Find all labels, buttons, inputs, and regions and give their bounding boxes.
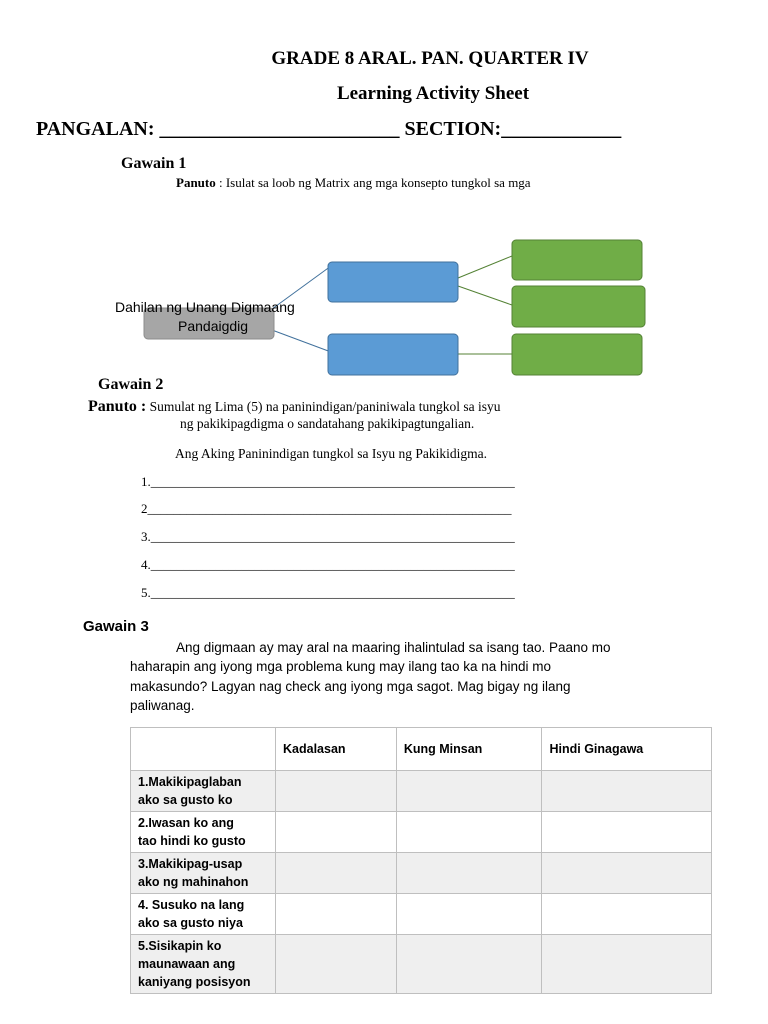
gawain3-heading: Gawain 3	[83, 618, 149, 635]
gawain3-para-line3: makasundo? Lagyan nag check ang iyong mga sagot. Mag bigay ng ilang	[130, 679, 571, 694]
middle-box-bottom[interactable]	[328, 334, 458, 375]
gawain2-heading: Gawain 2	[98, 376, 164, 393]
table-row	[131, 812, 712, 853]
check-cell-kadalasan[interactable]	[276, 935, 397, 994]
check-cell-hindi-ginagawa[interactable]	[542, 812, 712, 853]
gawain2-subheading: Ang Aking Paninindigan tungkol sa Isyu ng Pakikidigma.	[175, 446, 487, 461]
page-subtitle: Learning Activity Sheet	[336, 83, 530, 104]
header-hindi-ginagawa: Hindi Ginagawa	[542, 728, 712, 771]
check-cell-kung-minsan[interactable]	[396, 935, 542, 994]
name-section-line[interactable]: PANGALAN: ________________________ SECTION:____________	[36, 118, 622, 140]
row-label: 3.Makikipag-usap ako ng mahinahon	[131, 853, 276, 894]
check-cell-kung-minsan[interactable]	[396, 771, 542, 812]
gawain2-instructions	[88, 398, 501, 416]
row-label: 5.Sisikapin ko maunawaan ang kaniyang posisyon	[131, 935, 276, 994]
row-label: 2.Iwasan ko ang tao hindi ko gusto	[131, 812, 276, 853]
row-label: 1.Makikipaglaban ako sa gusto ko	[131, 771, 276, 812]
check-cell-kung-minsan[interactable]	[396, 894, 542, 935]
row-label: 4. Susuko na lang ako sa gusto niya	[131, 894, 276, 935]
behavior-matrix	[130, 727, 712, 994]
connector-top-leaf1	[458, 256, 512, 278]
check-cell-kadalasan[interactable]	[276, 894, 397, 935]
leaf-box-3[interactable]	[512, 334, 642, 375]
table-row	[131, 771, 712, 812]
answer-line-3[interactable]: 3.________________________________________________________	[141, 529, 515, 544]
gawain2-panuto-line1: Sumulat ng Lima (5) na paninindigan/paniniwala tungkol sa isyu	[146, 399, 501, 414]
check-cell-hindi-ginagawa[interactable]	[542, 935, 712, 994]
table-row	[131, 935, 712, 994]
connector-root-bottom	[272, 330, 331, 352]
answer-line-5[interactable]: 5.________________________________________________________	[141, 585, 515, 600]
header-kadalasan: Kadalasan	[276, 728, 397, 771]
page-title: GRADE 8 ARAL. PAN. QUARTER IV	[271, 48, 589, 69]
check-cell-hindi-ginagawa[interactable]	[542, 894, 712, 935]
gawain2-panuto-line2: ng pakikipagdigma o sandatahang pakikipagtungalian.	[180, 416, 475, 431]
leaf-box-1[interactable]	[512, 240, 642, 280]
header-kung-minsan: Kung Minsan	[396, 728, 542, 771]
check-cell-hindi-ginagawa[interactable]	[542, 853, 712, 894]
answer-line-2[interactable]: 2________________________________________________________	[141, 501, 512, 516]
check-cell-kadalasan[interactable]	[276, 853, 397, 894]
root-label-line2: Pandaigdig	[178, 318, 249, 334]
gawain1-heading: Gawain 1	[121, 155, 187, 172]
check-cell-kung-minsan[interactable]	[396, 812, 542, 853]
gawain2-panuto-label: Panuto :	[88, 398, 147, 415]
answer-line-1[interactable]: 1.________________________________________________________	[141, 474, 515, 489]
check-cell-kung-minsan[interactable]	[396, 853, 542, 894]
check-cell-kadalasan[interactable]	[276, 812, 397, 853]
gawain3-para-line1: Ang digmaan ay may aral na maaring ihalintulad sa isang tao. Paano mo	[176, 640, 611, 655]
gawain3-para-line2: haharapin ang iyong mga problema kung may ilang tao ka na hindi mo	[130, 659, 552, 674]
middle-box-top[interactable]	[328, 262, 458, 302]
check-cell-hindi-ginagawa[interactable]	[542, 771, 712, 812]
table-row	[131, 853, 712, 894]
leaf-box-2[interactable]	[512, 286, 645, 327]
connector-top-leaf2	[458, 286, 512, 305]
gawain3-para-line4: paliwanag.	[130, 698, 195, 713]
gawain1-panuto-text: : Isulat sa loob ng Matrix ang mga konsepto tungkol sa mga	[215, 175, 531, 190]
answer-line-4[interactable]: 4.________________________________________________________	[141, 557, 515, 572]
gawain1-panuto-label: Panuto	[176, 175, 216, 190]
root-label-line1: Dahilan ng Unang Digmaang	[115, 299, 295, 315]
table-row	[131, 894, 712, 935]
header-cell-blank	[131, 728, 276, 771]
table-header-row	[131, 728, 712, 771]
check-cell-kadalasan[interactable]	[276, 771, 397, 812]
concept-diagram	[0, 0, 768, 400]
